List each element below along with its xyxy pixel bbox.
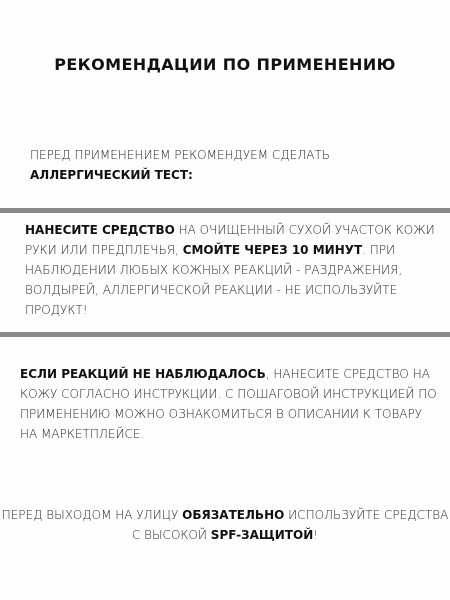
spf-recommendation [0,505,450,545]
spf-text-2: ИСПОЛЬЗУЙТЕ СРЕДСТВА С ВЫСОКОЙ [131,508,449,542]
spf-text-3: ! [313,528,319,542]
spf-text-1: ПЕРЕД ВЫХОДОМ НА УЛИЦУ [1,508,183,522]
intro-text-bold: АЛЛЕРГИЧЕСКИЙ ТЕСТ: [30,168,193,182]
apply-product-text: НА ОЧИЩЕННЫЙ СУХОЙ УЧАСТОК КОЖИ РУКИ ИЛИ ПРЕДПЛЕЧЬЯ, [25,223,435,257]
rinse-off-bold: СМОЙТЕ ЧЕРЕЗ 10 МИНУТ [182,243,363,257]
divider-top [0,208,450,213]
allergy-test-intro [30,145,430,185]
allergy-test-instructions [25,220,435,320]
page-title: РЕКОМЕНДАЦИИ ПО ПРИМЕНЕНИЮ [54,55,396,74]
no-reaction-bold: ЕСЛИ РЕАКЦИЙ НЕ НАБЛЮДАЛОСЬ [20,367,266,381]
reaction-warning-text: . ПРИ НАБЛЮДЕНИИ ЛЮБЫХ КОЖНЫХ РЕАКЦИЙ - РАЗДРАЖЕНИЯ, ВОЛДЫРЕЙ, АЛЛЕРГИЧЕСКОЙ РЕАКЦИИ - НЕ ИСПОЛЬЗУЙТЕ ПРОДУКТ! [25,243,403,317]
apply-product-bold: НАНЕСИТЕ СРЕДСТВО [25,223,175,237]
mandatory-bold: ОБЯЗАТЕЛЬНО [182,508,285,522]
spf-protection-bold: SPF-ЗАЩИТОЙ [210,528,314,542]
divider-bottom [0,332,450,337]
usage-instructions-text: , НАНЕСИТЕ СРЕДСТВО НА КОЖУ СОГЛАСНО ИНСТРУКЦИИ. С ПОШАГОВОЙ ИНСТРУКЦИЕЙ ПО ПРИМЕНЕНИЮ МОЖНО ОЗНАКОМИТЬСЯ В ОПИСАНИИ К ТОВАРУ НА МАРКЕТПЛЕЙСЕ. [20,367,437,441]
usage-instructions [20,364,440,444]
intro-text: ПЕРЕД ПРИМЕНЕНИЕМ РЕКОМЕНДУЕМ СДЕЛАТЬ [30,148,331,162]
